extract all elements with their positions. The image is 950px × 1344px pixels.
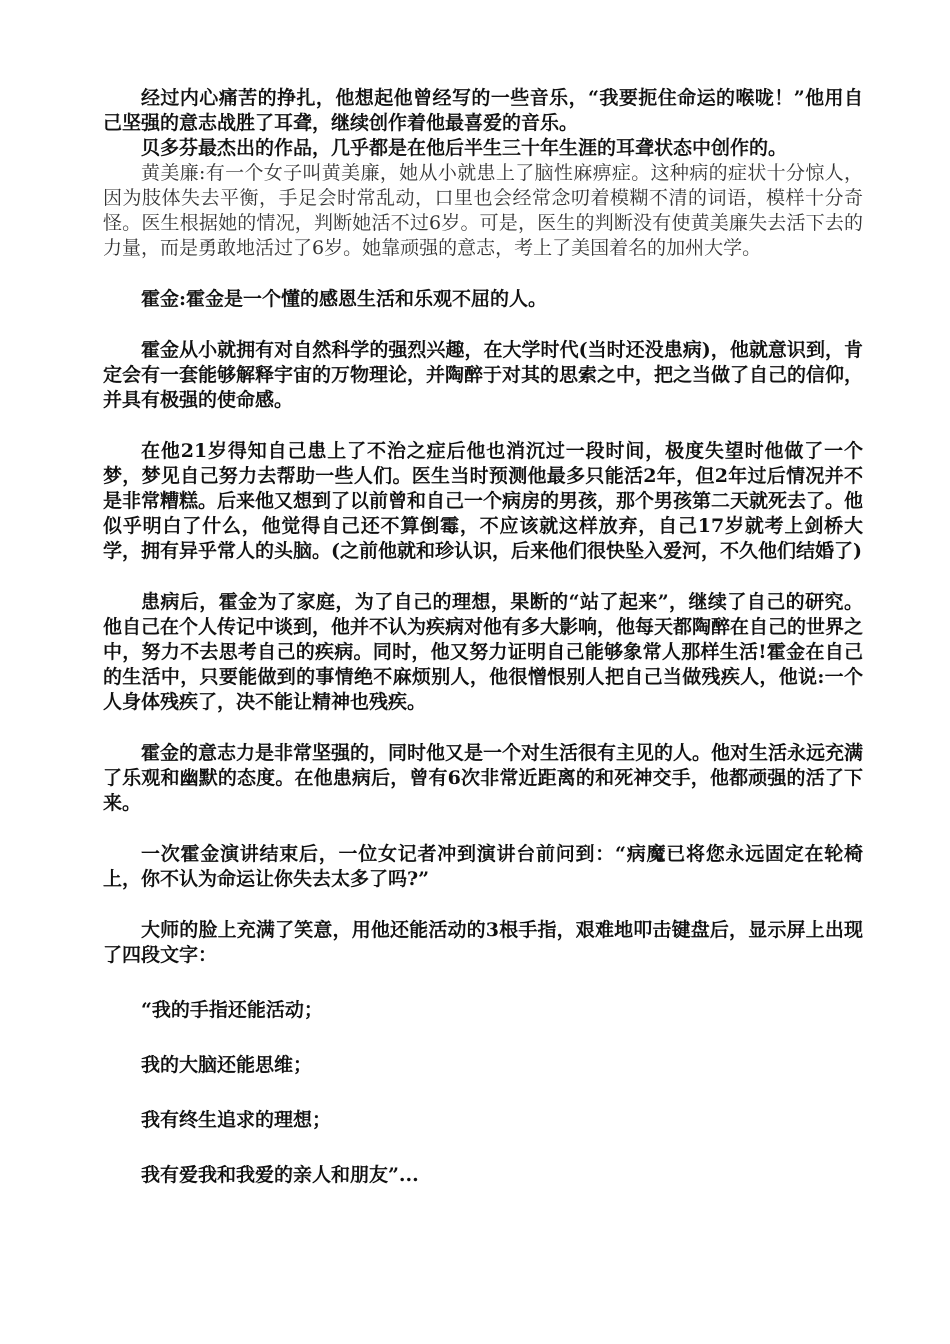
paragraph-hawking-illness: 在他21岁得知自己患上了不治之症后他也消沉过一段时间，极度失望时他做了一个梦，梦见自己努力去帮助一些人们。医生当时预测他最多只能活2年，但2年过后情况并不是非常糟糕。后来他又想到了以前曾和自己一个病房的男孩，那个男孩第二天就死去了。他似乎明白了什么，他觉得自己还不算倒霉，不应该就这样放弃，自己17岁就考上剑桥大学，拥有异乎常人的头脑。(之前他就和珍认识，后来他们很快坠入爱河，不久他们结婚了)	[103, 440, 864, 562]
paragraph-hawking-youth: 霍金从小就拥有对自然科学的强烈兴趣，在大学时代(当时还没患病)，他就意识到，肯定会有一套能够解释宇宙的万物理论，并陶醉于对其的思索之中，把之当做了自己的信仰，并具有极强的使命感。	[103, 339, 864, 411]
quote-line-brain: 我的大脑还能思维；	[141, 1054, 313, 1076]
paragraph-hawking-after-illness: 患病后，霍金为了家庭，为了自己的理想，果断的“站了起来”，继续了自己的研究。他自己在个人传记中谈到，他并不认为疾病对他有多大影响，他每天都陶醉在自己的世界之中，努力不去思考自己的疾病。同时，他又努力证明自己能够象常人那样生活!霍金在自己的生活中，只要能做到的事情绝不麻烦别人，他很憎恨别人把自己当做残疾人，他说:一个人身体残疾了，决不能让精神也残疾。	[103, 591, 864, 713]
paragraph-beethoven-struggle: 经过内心痛苦的挣扎，他想起他曾经写的一些音乐，“我要扼住命运的喉咙！”他用自己坚强的意志战胜了耳聋，继续创作着他最喜爱的音乐。	[103, 87, 863, 134]
paragraph-beethoven-works: 贝多芬最杰出的作品，几乎都是在他后半生三十年生涯的耳聋状态中创作的。	[141, 137, 788, 159]
paragraph-huang-meilian: 黄美廉:有一个女子叫黄美廉，她从小就患上了脑性麻痹症。这种病的症状十分惊人，因为肢体失去平衡，手足会时常乱动，口里也会经常念叨着模糊不清的词语，模样十分奇怪。医生根据她的情况，判断她活不过6岁。可是，医生的判断没有使黄美廉失去活下去的力量，而是勇敢地活过了6岁。她靠顽强的意志，考上了美国着名的加州大学。	[103, 162, 863, 259]
document-body	[103, 86, 863, 1188]
paragraph-hawking-intro: 霍金:霍金是一个懂的感恩生活和乐观不屈的人。	[141, 288, 548, 310]
paragraph-master-answer: 大师的脸上充满了笑意，用他还能活动的3根手指，艰难地叩击键盘后，显示屏上出现了四段文字：	[103, 919, 863, 966]
paragraph-reporter-question: 一次霍金演讲结束后，一位女记者冲到演讲台前问到：“病魔已将您永远固定在轮椅上，你不认为命运让你失去太多了吗?”	[103, 843, 863, 890]
paragraph-hawking-willpower: 霍金的意志力是非常坚强的，同时他又是一个对生活很有主见的人。他对生活永远充满了乐观和幽默的态度。在他患病后，曾有6次非常近距离的和死神交手，他都顽强的活了下来。	[103, 742, 864, 814]
quote-line-fingers: “我的手指还能活动；	[141, 999, 323, 1021]
quote-line-family: 我有爱我和我爱的亲人和朋友”...	[141, 1164, 419, 1186]
quote-line-ideal: 我有终生追求的理想；	[141, 1109, 332, 1131]
